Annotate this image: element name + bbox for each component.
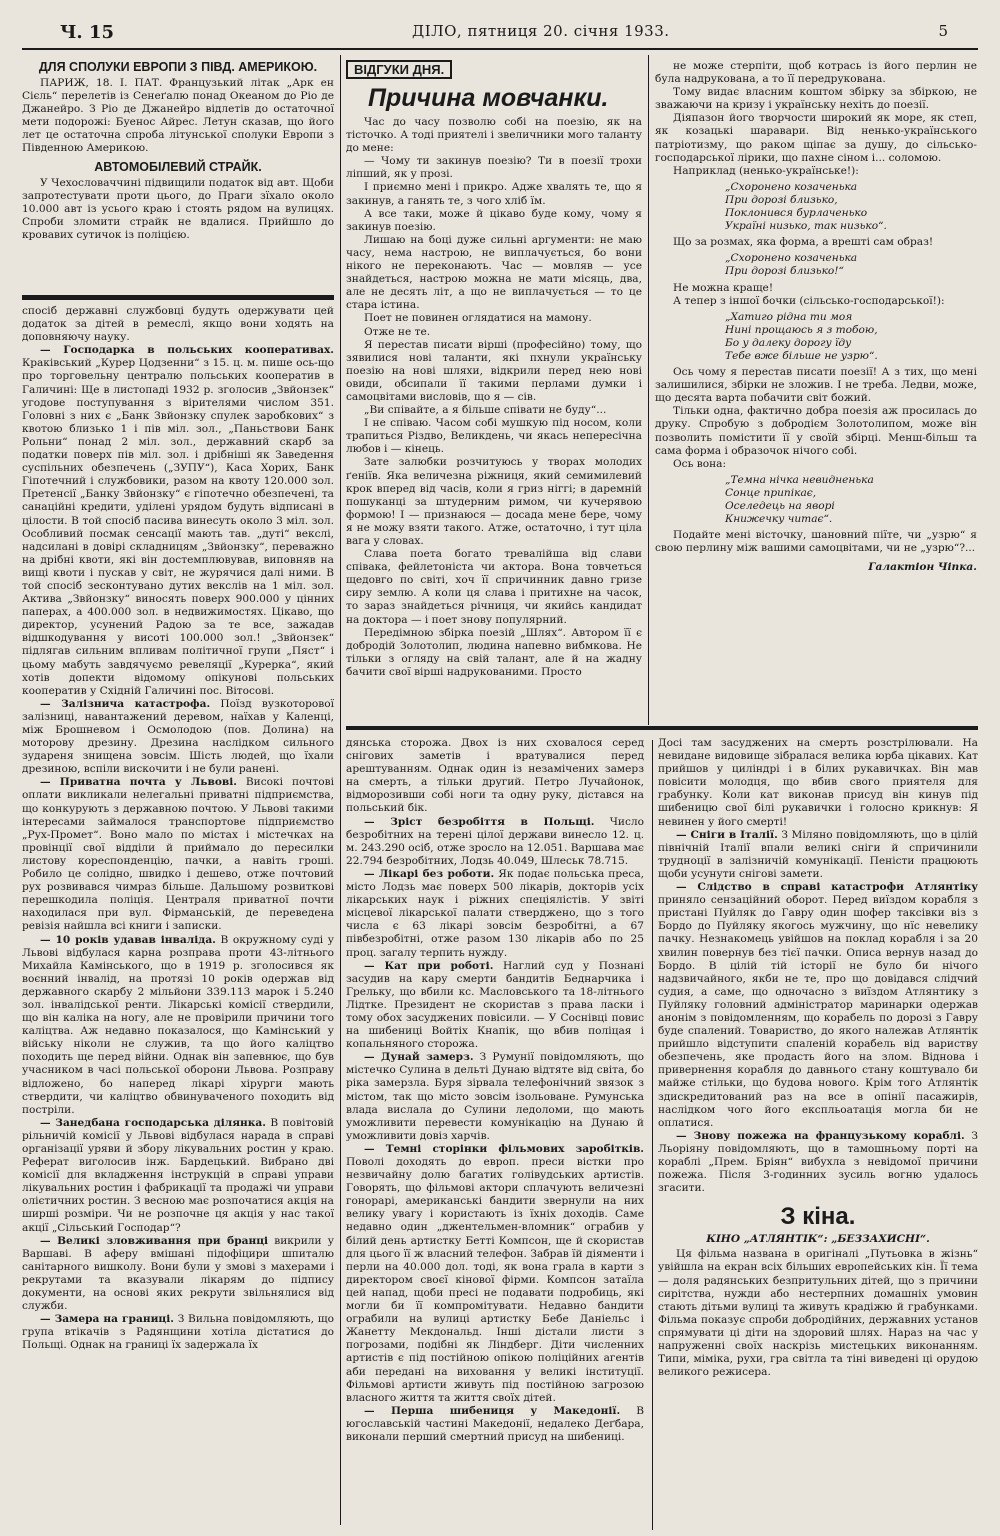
article-title: АВТОМОБІЛЕВИЙ СТРАЙК. [94,159,262,174]
feuilleton-paragraph: Тому видає власним коштом збірку за збіркою, не зважаючи на кризу і українську нехіть до поезії. [655,86,977,112]
feuilleton-paragraph: Подайте мені вісточку, шановний піїте, чи „узрю“ я свою перлину між вашими самоцвітами, чи не „узрю“?... [655,529,977,555]
news-headline: — Темні сторінки фільмових заробітків. [364,1142,644,1155]
section-divider [346,726,978,730]
news-text: Як подає польська преса, місто Лодзь має поверх 500 лікарів, докторів усіх лікарських наук і ріжних спеціялістів. У звіті місцевої лікарської палати стверджено, що з того числа є 63 лікарі зовсім безробітні, а 67 півбезробітні, отже разом 130 лікарів або по 25 проц. загалу терпить нужду. [346,867,644,959]
news-item [658,1130,978,1195]
article-text: У Чехословаччині підвищили податок від авт. Щоби запротестувати проти цього, до Праги зїхало около 10.000 авт із усього краю і стоять рядом на вулицях. Спроби зломити страйк не вдалися. Прийшло до кровавих сутичок із поліцією. [22,176,334,241]
poem-line: Нині прощаюсь я з тобою, [725,323,878,336]
cinema-review-title: КІНО „АТЛЯНТІК“: „БЕЗЗАХИСНІ“. [706,1233,930,1246]
news-headline: — Слідство в справі катастрофи Атлянтіку [676,881,978,894]
news-text: В югославській частині Македонії, недалеко Деґбара, виконали перший смертний присуд на шибениці. [346,1404,644,1443]
news-headline: — Господарка в польських кооперативах. [40,344,334,357]
news-headline: — Залізнича катастрофа. [40,697,211,710]
feuilleton-paragraph: І не співаю. Часом собі мушкую під носом, коли трапиться Різдво, Великдень, чи якась непересічна любов і — кінець. [346,417,642,456]
poem-quote [725,252,977,278]
vertical-rule-right [648,55,649,725]
news-headline: — Лікарі без роботи. [364,867,495,880]
news-headline: — Сніги в Італії. [676,828,778,841]
news-item: спосіб державні службовці будуть одержувати цей додаток за дітей в ремеслі, якщо вони ходять на доповняючу науку. [22,305,334,344]
middle-news-column [346,737,644,1530]
news-item [22,934,334,1117]
feuilleton-paragraph: Ось вона: [673,457,727,470]
news-text: Краківський „Курер Цодзенни“ з 15. ц. м. пише ось-що про торговельну централю польських кооператив в Галичині: Ще в листопаді 1932 р. зголосив „Звйонзек“ угодове поступування з вірителями числом 351. Головні з них є „Банк Звйонзку спулек заробкових“ з квотою близько 1 і пів міл. зол., „Паньствови Банк Рольни“ понад 2 міл. зол., державний скарб за податки поверх пів міл. зол. і дрібніші як Заведення суспільних обезпечень („ЗУПУ“), Каса Хорих, Банк Гіпотечний і службовики, разом на квоту 120.000 зол. Претенсії „Банку Звйонзку“ є гіпотечно обезпечені, та санаційні кредити, уділені урядом будуть відписані в цілости. В той спосіб пасива винесуть около 3 міл. зол. Особливий посмак сенсації мають тав. „дуті“ векслі, надсилані в довірі складницям „Звйонзку“, переважно на дрібні квоти, які він достемплювував, виповняв на вищі квоти і пускав у світ, не журячися далі ними. В той спосіб зесконтувано дутих векслів на 1 міл. зол. Актива „Звйонзку“ виносять поверх 900.000 у цінних паперах, а 400.000 зол. в недвижимостях. Цікаво, що директор, усунений Радою за те все, зажадав відшкодування у висоті 100.000 зол.! „Звйонзек“ підлягав сильним впливам політичної групи „Пяст“ і цьому мабуть завдячуємо ревеляції „Курерка“, який хотів допекти відомому опікунові польських кооператив у Східній Галичині пос. Вітосові. [22,357,334,697]
feuilleton-paragraph: „Ви співайте, а я більше співати не буду“... [364,404,607,417]
news-item [658,829,978,881]
vertical-rule-top [340,55,341,1525]
news-text: Наглий суд у Познані засудив на кару смерти бандитів Беднарчика і Грельку, що вбили кс. Масловського та 18-літнього Лідтке. Президент не скористав з права ласки і тому обох засуджених повісили. — У Соснівці повис на шибениці Войтіх Кнапік, що вбив поліцая і копальняного сторожа. [346,959,644,1051]
poem-line: „Схоронено козаченька [725,180,858,193]
poem-quote [725,181,977,233]
news-text: З Льоріяну повідомляють, що в тамошньому порті на кораблі „Прем. Бріян“ вибухла з невідомої причини пожежа. Після 3-годинних зусиль вогню удалось згасити. [658,1129,978,1195]
feuilleton-paragraph: Лишаю на боці дуже сильні аргументи: не маю часу, нема настрою, не виплачується, бо вони нікого не переконають. Час — мовляв — усе знайдеться, настрою можна не мати місяць, два, але не десять літ, а що не виплачується — то це стара істина. [346,233,642,312]
news-headline: — Занедбана господарська ділянка. [40,1116,266,1129]
news-headline: — Кат при роботі. [364,959,494,972]
feuilleton-paragraph: Я перестав писати вірші (професійно) тому, що зявилися нові таланти, які пхнули українську поезію на нові шляхи, відкрили перед нею нові овиди, обсипали її такими перлами думки і самоцвітами висловів, що я — сів. [346,338,642,403]
feuilleton-paragraph: Не можна краще! [673,281,774,294]
poem-line: Бо у далеку дорогу їду [725,336,852,349]
news-headline: — Дунай замерз. [364,1051,474,1064]
poem-line: Україні низько, так низько“. [725,220,887,233]
poem-line: Книжечку читає“. [725,513,833,526]
poem-line: „Схоронено козаченька [725,252,858,265]
feuilleton-paragraph: Час до часу позволю собі на поезію, як на тісточко. А тоді приятелі і звеличники мого таланту до мене: [346,116,642,155]
page-header [0,22,1000,44]
news-item [22,344,334,698]
poem-quote [725,474,977,526]
news-item [346,1051,644,1143]
poem-quote [725,311,977,363]
news-item: Досі там засуджених на смерть розстрілювали. На невидане видовище зібралася велика юрба цікавих. Кат прийшов у циліндрі і в білих рукавичках. Він мав повісити молодця, що вбив свого приятеля для грабунку. Коли кат виконав присуд він кинув під шибеницю свої білі рукавички і голосно крикнув: Я невинен у його смерті! [658,737,978,828]
section-rubric: ВІДГУКИ ДНЯ. [346,60,452,79]
page-number: 5 [938,22,948,40]
news-headline: — Приватна почта у Львові. [40,776,237,789]
poem-line: При дорозі близько, [725,193,838,206]
feuilleton-paragraph: Слава поета богато тревалійша від слави співака, фейлетоніста чи актора. Вона товчеться щедовго по світі, хоч її спричинник давно гризе сиру землю. А коли ця слава і притихне на часок, то зараз знайдеться річниця, чи якийсь кандидат на доктора — і поет знову популярний. [346,548,642,626]
news-headline: — 10 років удавав інваліда. [40,933,216,946]
feuilleton-paragraph: А все таки, може й цікаво буде кому, чому я закинув поезію. [346,207,642,233]
feuilleton-column-1 [346,116,642,720]
news-text: З Міляно повідомляють, що в цілій північній Італії впали великі сніги й спричинили трудноції в залізничій комунікації. Пеністи працюють щоби усунути снігові замети. [658,828,978,880]
news-text: В окружному суді у Львові відбулася карна розправа проти 43-літнього Михайла Камінського, що в 1919 р. зголосився як воєнний інвалід, на протязі 10 років одержав від державного скарбу 2 мільйони 339.113 марок і 5.240 зол. інвалідської ренти. Лікарські комісії ствердили, що він каліка на ногу, але не провірили причини того каліцтва. Аж недавно показалося, що Камінський у війську ніколи не служив, та що його каліцтво походить ще перед війни. Однак він запевнює, що був учасником в часі польської оборони Львова. Розправу відложено, бо наперед лікарі хірурги мають ствердити, чи каліцтво обвинуваченого походить від постріли. [22,933,334,1116]
cinema-section-title: З кіна. [780,1203,856,1231]
left-news-column [22,305,334,1530]
news-text: викрили у Варшаві. В аферу вмішані підофіцири шпиталю санітарного вишколу. Вони були у змові з махерами і рекрутами та вказували лікарям до підпису документи, на основі яких рекрути звільнялися від служби. [22,1234,334,1313]
masthead: ДІЛО, пятниця 20. січня 1933. [412,22,670,40]
poem-line: Поклонився бурлаченько [725,207,868,220]
news-item [22,1313,334,1352]
news-headline: — Перша шибениця у Македонії. [364,1404,621,1417]
news-headline: — Великі зловживання при бранці [40,1234,269,1247]
feuilleton-paragraph: — Чому ти закинув поезію? Ти в поезії трохи ліпший, як у прозі. [346,155,642,181]
news-text: Поїзд вузкоторової залізниці, навантажений деревом, наїхав у Каленці, між Брошневом і Осмолодою (пов. Долина) на моторову дрезину. Дрезина наслідком сильного зудареня знищена зовсім. Шість людей, що їхали дрезиною, вспіли вискочити і не були ранені. [22,697,334,776]
feuilleton-paragraph: не може стерпіти, щоб котрась із його перлин не була надрукована, а то її передрукована. [655,60,977,86]
news-text: приняло сензаційний оборот. Перед виїздом корабля з пристані Пуйляк до Гавру один шофер таксівки віз з Бордо до Пуйляку якогось мужчину, що нїс невелику пачку. Незнакомець увійшов на поклад корабля і за 20 хвилин повернув без тієї пачки. Описа вернув назад до Бордо. В цілій тій історії не було би нічого надзвичайного, якби не те, про що довідався слідчий судия, а саме, що одночасно з виїздом Атлянтику з Пуйляку головний адміністратор маринарки одержав анонім з повідомленням, що корабель по дорозі з Гавру буде спалений. Товариство, до якого належав Атлянтік прийшло відступити спаленій корабель від вариству обезпечень, яке продасть його на злом. Віднова і привернення корабля до давнього стану коштувало би майже стільки, що будова нового. Крім того Атлянтік здискредитований раз на все в опінії пасажирів, наслідком чого його експльоатація могла би не оплатися. [658,894,978,1129]
feuilleton-paragraph: Що за розмах, яка форма, а врешті сам образ! [673,236,934,249]
right-news-column [658,737,978,1530]
feuilleton-paragraph: І приємно мені і прикро. Адже хвалять те, що я закинув, а ганять те, з чого хліб їм. [346,181,642,207]
news-item [22,1117,334,1235]
news-item [22,698,334,777]
feuilleton-paragraph: Поет не повинен оглядатися на мамону. [364,312,592,325]
news-item [346,816,644,868]
news-headline: — Замера на границі. [40,1313,174,1326]
poem-line: Тебе вже більше не узрю“. [725,349,878,362]
news-item [22,776,334,933]
cinema-review-text: Ця фільма названа в оригіналі „Путьовка в жізнь“ увійшла на екран всіх більших европейських кін. Її тема — доля радянських безпритульних дітей, що з причини сирітства, нужди або нестерпних домашніх умовин стають дітьми вулиці та живуть крадіжю й грабунками. Фільма показує спроби добродійних, державних установ спрямувати ці діти на здоровий шлях. Нараз на час у напруженні своїх наскрізь мистецьких виконанням. Типи, міміка, рухи, гра світла та тіні виведені ці орудою великого режисера. [658,1248,978,1379]
feuilleton-paragraph: Тільки одна, фактично добра поезія аж просилась до друку. Спробую з добродієм Золотолипом, може він позволить помістити її у своїй збірці. Менш-більш та сама форма і образочок нічого собі. [655,405,977,457]
section-divider [22,295,334,300]
poem-line: Сонце припікає, [725,486,817,499]
feuilleton-paragraph: Отже не те. [364,325,431,338]
vertical-rule-lower [652,740,653,1530]
news-headline: — Зріст безробіття в Польщі. [364,815,595,828]
feuilleton-paragraph: Передімною збірка поезій „Шлях“. Автором її є добродій Золотолип, людина напевно вибмкова. Не тільки з огляду на свій талант, але й на жадну бачити свої вірші надрукованими. Просто [346,626,642,678]
article-title: ДЛЯ СПОЛУКИ ЕВРОПИ З ПІВД. АМЕРИКОЮ. [38,60,318,74]
feuilleton-paragraph: Ось чому я перестав писати поезії! А з тих, що мені залишилися, збірки не зложив. І не треба. Ледви, може, що десята варта побачити світ божий. [655,366,977,405]
news-text: Поволі доходять до европ. преси вістки про незвичайну долю багатих голівудських артистів. Говорять, що фільмові актори сплачують величезні гонорарі, американські бандити звернули на них велику увагу і користають із їхніх доходів. Саме недавно один „джентельмен-вломник“ ограбив у білий день артистку Бетті Компсон, ще й скористав для цього її ж власний телефон. Забрав їй діяменти і перли на 40.000 дол. тоді, як вона грала в карти з директором своєї кінової фірми. Компсон затаїла цей напад, щоби пресі не подавати подробиць, які могли би її компромітувати. Недавно бандити ограбили на вулиці артистку Бебе Даніельс і Жанетту Мекдональд. Інші дістали листи з погрозами, подібні як Ліндберг. Діти численних артистів є під постійною опікою поліційних агентів аби передані на виховання у великі інституції. Фільмові артисти живуть під постійною загрозою власного життя та життя своїх дітей. [346,1156,644,1404]
issue-number: Ч. 15 [60,22,115,43]
feuilleton-paragraph: Зате залюбки розчитуюсь у творах молодих ґеніїв. Яка величезна ріжниця, який семимилевий крок вперед від часів, коли я гриз ніггі; в даремній пошуканці за штудерним римом, чи кучерявою формою! І — признаюся — досада мене бере, чому я не можу взяти такого. Атже, остаточно, і тут ціла вага у словах. [346,456,642,547]
poem-line: Оселедець на яворі [725,500,835,512]
feuilleton-paragraph: Наприклад (ненько-українське!): [673,164,859,177]
header-rule [22,48,978,50]
news-text: Число безробітних на терені цілої держави винесло 12. ц. м. 243.290 осіб, отже зросло на 12.051. Варшава має 22.794 безробітних, Лодзь 40.049, Шлеськ 78.715. [346,815,644,867]
poem-line: „Темна нічка невидненька [725,473,874,486]
poem-line: При дорозі близько!“ [725,265,844,278]
feuilleton-paragraph: А тепер з іншої бочки (сільсько-господарської!): [673,294,945,307]
author-signature: Галактіон Чіпка. [868,561,977,574]
article-text: ПАРИЖ, 18. І. ПАТ. Французький літак „Арк ен Сієль“ перелетів із Сенеґалю понад Океаном до Ріо де Джанейро. З Ріо де Джанейро відлетів до остаточної мети подорожі: Буенос Айрес. Летун сказав, що його лет це остаточна спроба літунської сполуки Европи з Південною Америкою. [22,77,334,155]
news-text: З Вильна повідомляють, що група втікачів з Радянщини хотіла дістатися до Польщі. Однак на границі їх задержала їх [22,1313,334,1352]
news-item [346,1143,644,1405]
news-item [22,1235,334,1314]
feuilleton-title: Причина мовчанки. [368,84,609,112]
news-item [346,1405,644,1444]
news-item [346,960,644,1052]
news-text: З Румунії повідомляють, що містечко Сулина в дельті Дунаю відтяте від світа, бо ріка замерзла. Буря зірвала телефонічний звязок з містом, так що місто зовсім ізольоване. Румунська влада вислала до Сулини ледоломи, що мають уможливити перевести комунікацію на Дунаю й уможливити довіз харчів. [346,1051,644,1142]
news-item [658,881,978,1130]
news-text: Високі почтові оплати викликали нелегальні приватні підприємства, що конкурують з державною почтою. У Львові такими інтересами займалося транспортове підприємство „Рух-Промет“. Воно мало по містах і містечках на провінції свої відділи й приймало до пересилки листову кореспонденцію, пачки, а навіть гроші. Робило це солідно, швидко і дешево, отже почтовий рух розвивався чимраз більше. Дальшому розвиткові перешкодила поліція. Централя приватної почти находилася при вул. Фірманській, де переведена ревізія найшла всі книги і записки. [22,776,334,933]
news-text: В повітовій рільничій комісії у Львові відбулася нарада в справі організації уряви й збору лікувальних ростин у краю. Реферат виголосив інж. Бардецький. Вибрано дві комісії для вкладження інструкцій в справі управи лікувальних ростин і фабрикації та продажі чи управи олієтичних ростин. З весною має розпочатися акція на ширші розміри. Чи не розпочне ця акція у нас такої акції „Сільський Господар“? [22,1116,334,1234]
news-headline: — Знову пожежа на французькому кораблі. [676,1129,965,1142]
poem-line: „Хатиго рідна ти моя [725,310,853,323]
feuilleton-paragraph: Діяпазон його творчости широкий як море, як степ, як козацькі шаравари. Від ненько-українського патріотизму, що раком щіпає за душу, до сільсько-господарської лірики, що пахне сіном і... соломою. [655,112,977,164]
feuilleton-column-2 [655,60,977,720]
top-left-articles [22,60,334,292]
news-item: дянська сторожа. Двох із них сховалося серед снігових заметів і вратувалися перед арештуванням. Однак один із незамічених замерз на смерть, а тільки другий. Петро Лучайонок, відморозивши собі ноги та одну руку, дістався на польський бік. [346,737,644,815]
news-item [346,868,644,960]
